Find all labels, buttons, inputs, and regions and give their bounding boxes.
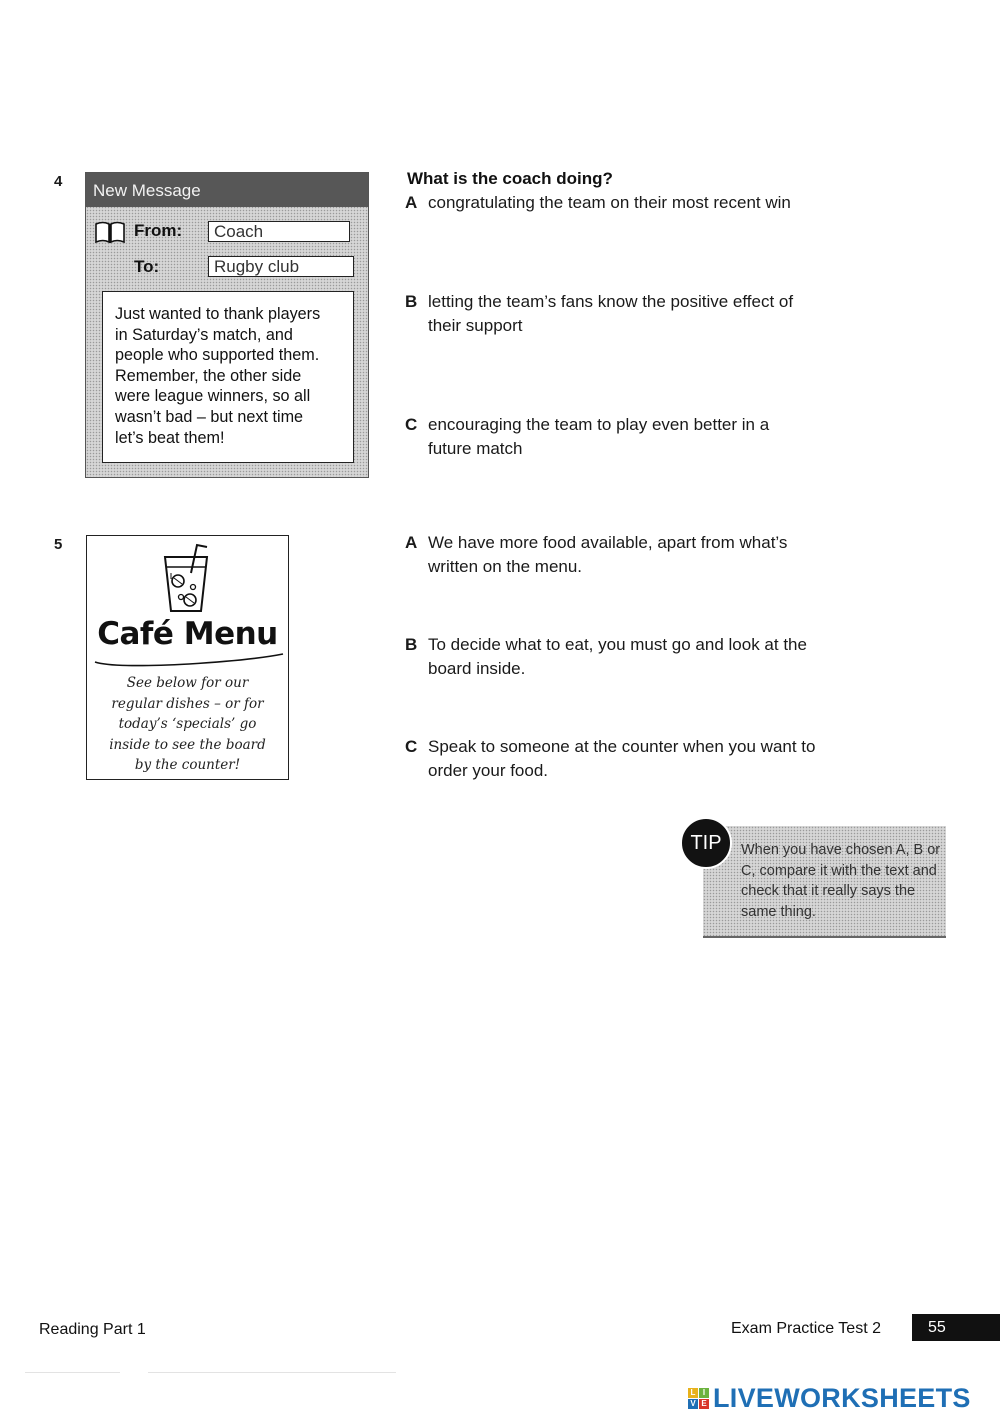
message-title: New Message <box>86 173 368 207</box>
logo-tile: E <box>699 1399 709 1409</box>
message-line: wasn’t bad – but next time <box>115 407 304 426</box>
tip-box <box>703 826 946 938</box>
page-number: 55 <box>912 1314 1000 1341</box>
tip-text: When you have chosen A, B or C, compare it with the text and check that it really says the same thing. <box>741 842 941 921</box>
message-line: were league winners, so all <box>115 387 311 406</box>
note-line: by the counter! <box>134 757 241 773</box>
question-4-prompt: What is the coach doing? <box>407 169 613 188</box>
option-text: Speak to someone at the counter when you want to order your food. <box>428 737 816 780</box>
new-message-window <box>85 172 369 478</box>
q5-option-a[interactable] <box>405 531 815 578</box>
message-line: Just wanted to thank players <box>115 305 321 323</box>
book-icon <box>94 220 126 251</box>
note-line: today’s ‘specials’ go <box>118 716 257 732</box>
option-text: encouraging the team to play even better in a future match <box>428 415 770 458</box>
footer-rule <box>25 1372 120 1373</box>
option-letter: A <box>405 193 418 212</box>
option-text: letting the team’s fans know the positive effect of their support <box>428 292 794 335</box>
logo-tile: I <box>699 1388 709 1398</box>
from-label: From: <box>134 221 183 240</box>
q4-option-c[interactable] <box>405 413 805 460</box>
footer-rule <box>148 1372 396 1373</box>
message-line: people who supported them. <box>115 346 320 365</box>
to-label: To: <box>134 257 160 276</box>
question-4-number: 4 <box>54 173 63 190</box>
message-line: in Saturday’s match, and <box>115 325 293 344</box>
message-line: Remember, the other side <box>115 366 302 385</box>
q4-option-a[interactable] <box>405 191 845 215</box>
from-field: Coach <box>208 221 350 242</box>
message-line: let’s beat them! <box>115 428 225 447</box>
question-5-number: 5 <box>54 536 63 553</box>
to-field: Rugby club <box>208 256 354 277</box>
q5-option-b[interactable] <box>405 633 835 680</box>
option-letter: B <box>405 292 418 311</box>
logo-grid-icon <box>688 1388 709 1409</box>
drink-glass-icon <box>161 543 215 620</box>
option-letter: B <box>405 635 418 654</box>
tip-badge: TIP <box>680 817 732 869</box>
logo-tile: L <box>688 1388 698 1398</box>
option-letter: C <box>405 415 418 434</box>
option-text: congratulating the team on their most recent win <box>428 193 791 212</box>
option-letter: A <box>405 533 418 552</box>
liveworksheets-logo <box>688 1383 971 1413</box>
note-line: inside to see the board <box>109 736 266 753</box>
logo-tile: V <box>688 1399 698 1409</box>
option-letter: C <box>405 737 418 756</box>
title-underline <box>93 652 285 673</box>
footer-section: Reading Part 1 <box>39 1321 146 1338</box>
note-line: See below for our <box>126 675 249 691</box>
q5-option-c[interactable] <box>405 735 845 782</box>
option-text: To decide what to eat, you must go and look at the board inside. <box>428 635 807 678</box>
logo-wordmark: LIVEWORKSHEETS <box>713 1382 971 1413</box>
cafe-menu-title: Café Menu <box>97 616 278 652</box>
note-line: regular dishes – or for <box>111 695 264 712</box>
cafe-menu-card <box>86 535 289 780</box>
cafe-menu-note <box>97 673 278 776</box>
message-body <box>102 291 354 463</box>
q4-option-b[interactable] <box>405 290 825 337</box>
option-text: We have more food available, apart from what’s written on the menu. <box>428 533 788 576</box>
footer-test: Exam Practice Test 2 <box>731 1320 881 1337</box>
